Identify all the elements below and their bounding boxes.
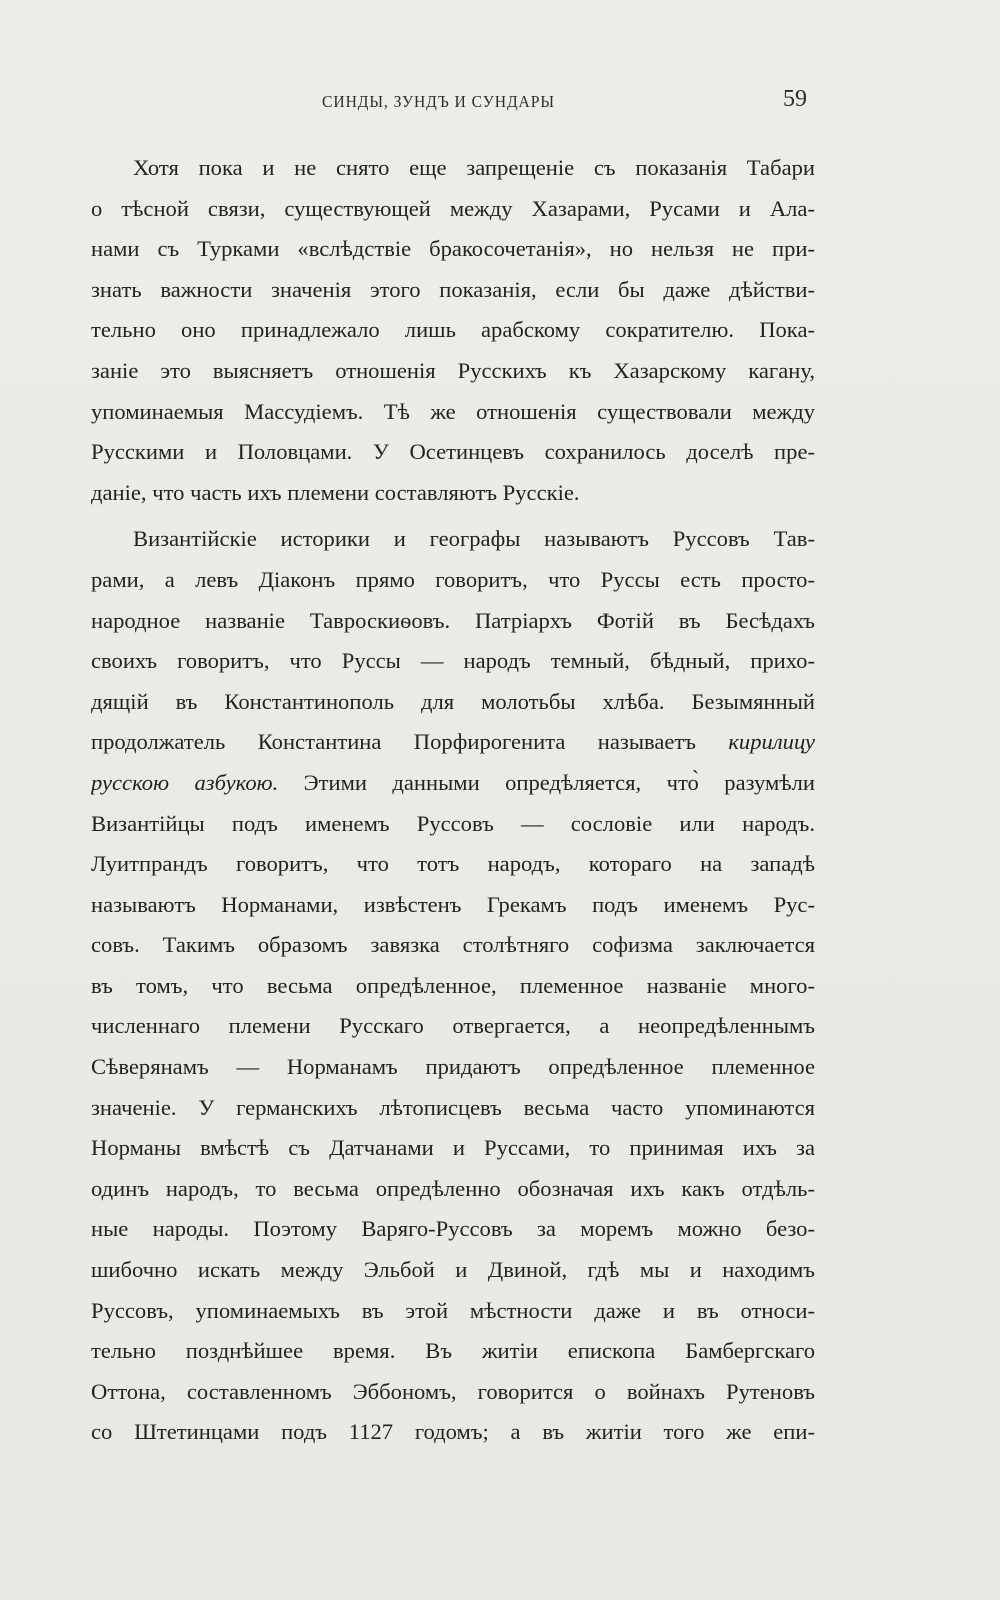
line-text: упоминаемыя Массудіемъ. Тѣ же отношенія существовали между (91, 398, 815, 424)
line-text: продолжатель Константина Порфирогенита называетъ (91, 729, 729, 755)
text-line (91, 601, 815, 642)
line-text: нами съ Турками «вслѣдствіе бракосочетанія», но нельзя не при- (91, 236, 815, 262)
text-line (91, 351, 815, 392)
text-line (91, 925, 815, 966)
line-text: своихъ говоритъ, что Руссы — народъ темный, бѣдный, прихо- (91, 648, 815, 674)
line-text: тельно оно принадлежало лишь арабскому сократителю. Пока- (91, 317, 815, 343)
text-line (91, 1372, 815, 1413)
line-text: тельно позднѣйшее время. Въ житіи епископа Бамбергскаго (91, 1338, 815, 1364)
text-line (91, 1006, 815, 1047)
line-text: совъ. Такимъ образомъ завязка столѣтняго софизма заключается (91, 932, 815, 958)
text-line (91, 1291, 815, 1332)
line-text: называютъ Норманами, извѣстенъ Грекамъ подъ именемъ Рус- (91, 891, 815, 917)
text-line (91, 722, 815, 763)
line-text: Византійцы подъ именемъ Руссовъ — сословіе или народъ. (91, 810, 815, 836)
text-line (91, 1128, 815, 1169)
line-text: ные народы. Поэтому Варяго-Руссовъ за моремъ можно безо- (91, 1216, 815, 1242)
text-line (91, 641, 815, 682)
text-line (91, 682, 815, 723)
line-text: Сѣверянамъ — Норманамъ придаютъ опредѣленное племенное (91, 1054, 815, 1080)
line-text: въ томъ, что весьма опредѣленное, племенное названіе много- (91, 972, 815, 998)
line-text: шибочно искать между Эльбой и Двиной, гдѣ мы и находимъ (91, 1257, 815, 1283)
text-line (91, 1250, 815, 1291)
line-text: со Штетинцами подъ 1127 годомъ; а въ житіи того же епи- (91, 1419, 815, 1445)
text-line (91, 1412, 815, 1453)
line-text: народное названіе Тавроскиѳовъ. Патріархъ Фотій въ Бесѣдахъ (91, 607, 815, 633)
line-text: рами, а левъ Діаконъ прямо говоритъ, что Руссы есть просто- (91, 566, 815, 592)
line-text: Хотя пока и не снято еще запрещеніе съ показанія Табари (133, 155, 815, 180)
line-text: одинъ народъ, то весьма опредѣленно обозначая ихъ какъ отдѣль- (91, 1175, 815, 1201)
line-text: о тѣсной связи, существующей между Хазарами, Русами и Ала- (91, 195, 815, 221)
line-text: Оттона, составленномъ Эббономъ, говорится о войнахъ Рутеновъ (91, 1378, 815, 1404)
text-line (91, 1088, 815, 1129)
line-text: даніе, что часть ихъ племени составляютъ Русскіе. (91, 479, 580, 505)
text-line (91, 473, 815, 514)
line-text: Этими данными опредѣляется, что̀ разумѣли (278, 769, 815, 795)
line-text: численнаго племени Русскаго отвергается, а неопредѣленнымъ (91, 1013, 815, 1039)
text-line (91, 270, 815, 311)
line-text: дящій въ Константинополь для молотьбы хлѣба. Безымянный (91, 688, 815, 714)
text-line (91, 1047, 815, 1088)
text-line (91, 560, 815, 601)
page-number: 59 (783, 86, 807, 112)
text-line (91, 1169, 815, 1210)
text-line (91, 966, 815, 1007)
text-line (91, 432, 815, 473)
text-line (91, 189, 815, 230)
line-text: Руссовъ, упоминаемыхъ въ этой мѣстности даже и въ относи- (91, 1297, 815, 1323)
line-text: заніе это выясняетъ отношенія Русскихъ къ Хазарскому кагану, (91, 357, 815, 383)
body-text (91, 148, 815, 1453)
line-text: Русскими и Половцами. У Осетинцевъ сохранилось доселѣ пре- (91, 439, 815, 465)
text-line (91, 310, 815, 351)
italic-phrase: русскою азбукою. (91, 769, 279, 795)
text-line (91, 885, 815, 926)
line-text: Византійскіе историки и географы называютъ Руссовъ Тав- (133, 526, 815, 552)
line-text: знать важности значенія этого показанія, если бы даже дѣйстви- (91, 276, 815, 302)
running-title: СИНДЫ, ЗУНДЪ И СУНДАРЫ (322, 92, 555, 111)
text-line (91, 229, 815, 270)
line-text: Норманы вмѣстѣ съ Датчанами и Руссами, то принимая ихъ за (91, 1135, 815, 1161)
line-text: значеніе. У германскихъ лѣтописцевъ весьма часто упоминаются (91, 1094, 815, 1120)
text-line (91, 844, 815, 885)
text-line (91, 804, 815, 845)
line-text: Луитпрандъ говоритъ, что тотъ народъ, котораго на западѣ (91, 851, 815, 877)
text-line (91, 1209, 815, 1250)
italic-phrase: кирилицу (728, 729, 815, 755)
text-line (91, 763, 815, 804)
text-line (91, 1331, 815, 1372)
text-line (91, 519, 815, 560)
text-line (91, 148, 815, 189)
text-line (91, 392, 815, 433)
